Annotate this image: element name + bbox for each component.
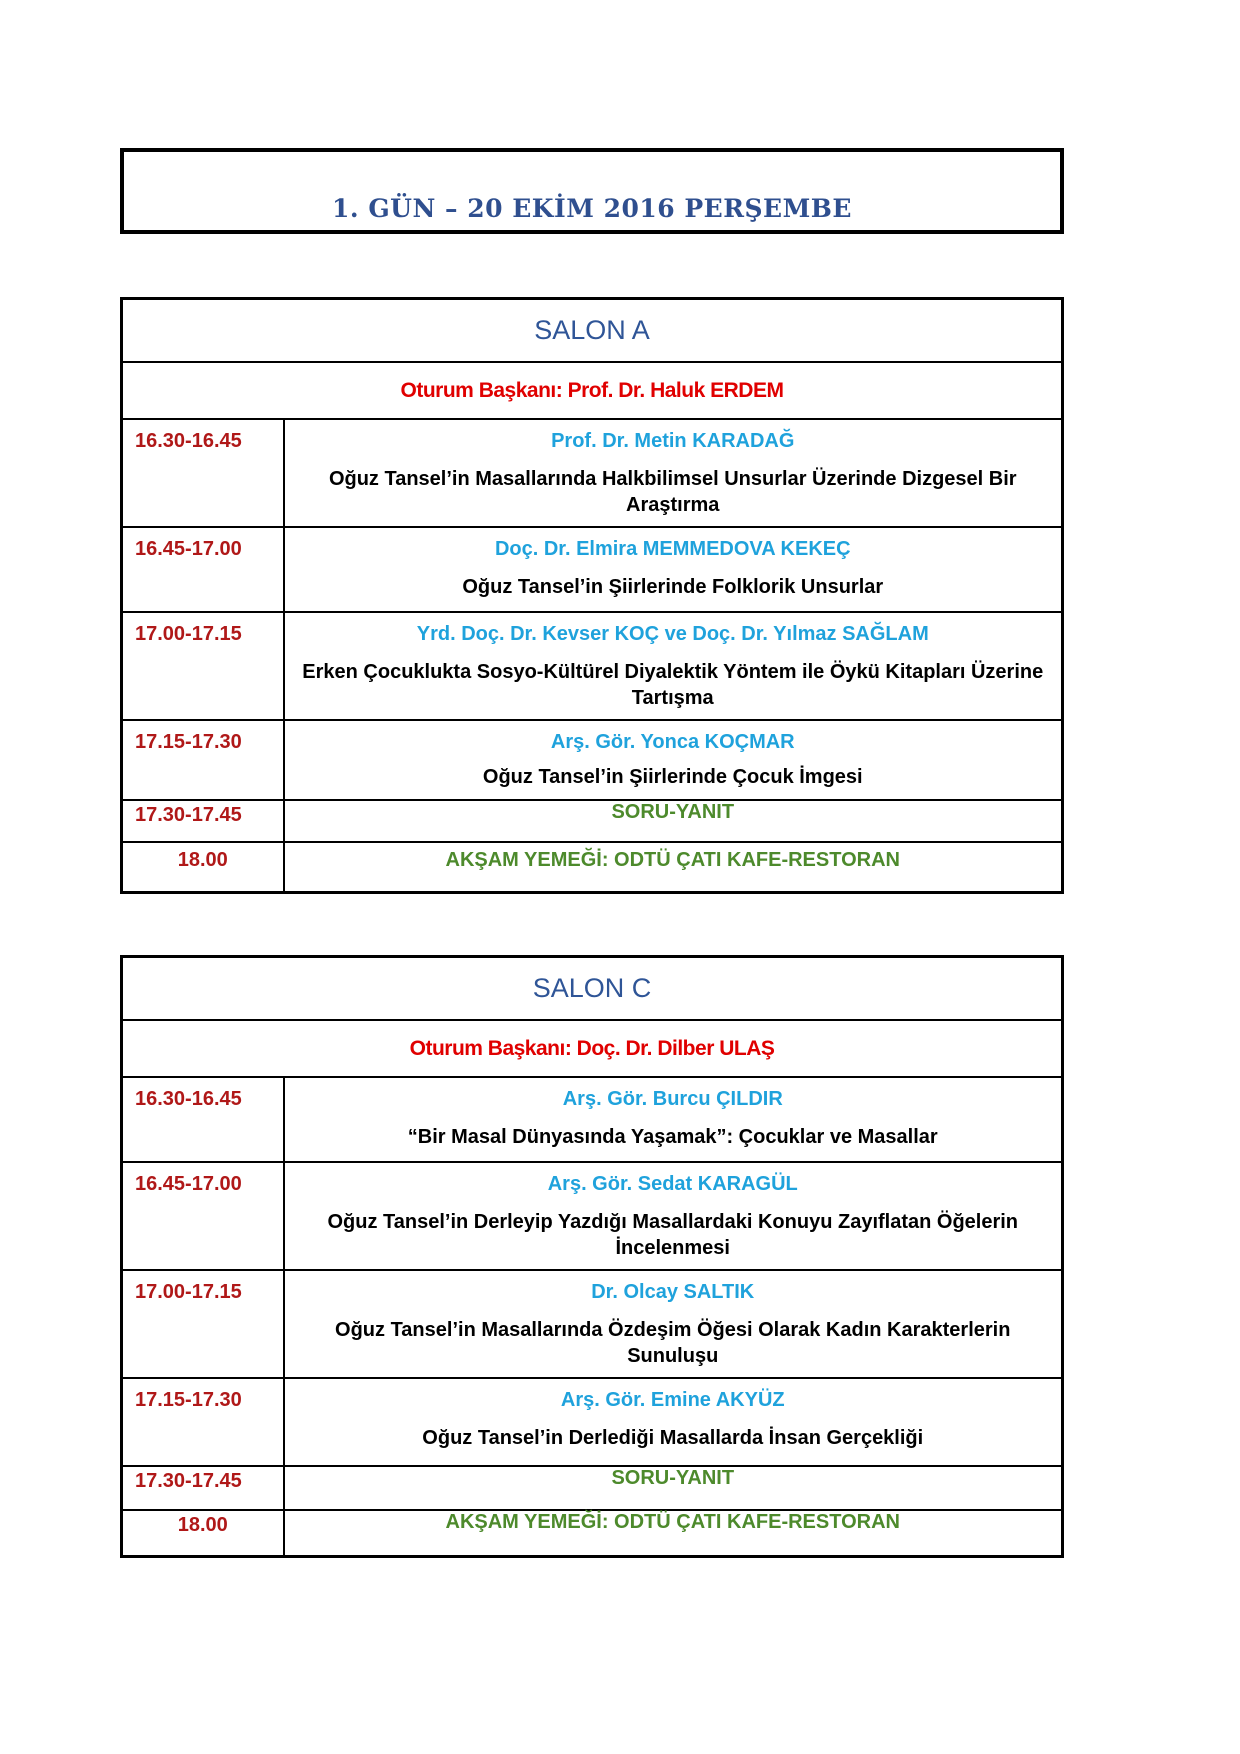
table-row xyxy=(122,1162,1063,1270)
table-row-qa xyxy=(122,1466,1063,1510)
salon-c-table xyxy=(120,955,1064,1558)
table-row-dinner xyxy=(122,1510,1063,1556)
session-content xyxy=(284,1077,1063,1162)
session-content xyxy=(284,419,1063,527)
table-row-qa xyxy=(122,800,1063,842)
session-speaker: Arş. Gör. Yonca KOÇMAR xyxy=(550,731,795,753)
table-row xyxy=(122,1077,1063,1162)
qa-time: 17.30-17.45 xyxy=(122,800,284,842)
session-content xyxy=(284,1378,1063,1466)
dinner-label: AKŞAM YEMEĞİ: ODTÜ ÇATI KAFE-RESTORAN xyxy=(284,1510,1063,1556)
session-speaker: Arş. Gör. Sedat KARAGÜL xyxy=(547,1173,798,1195)
table-row xyxy=(122,1378,1063,1466)
session-speaker: Yrd. Doç. Dr. Kevser KOÇ ve Doç. Dr. Yılmaz SAĞLAM xyxy=(416,623,929,645)
session-time: 16.45-17.00 xyxy=(122,527,284,612)
salon-a-chair: Oturum Başkanı: Prof. Dr. Haluk ERDEM xyxy=(122,362,1063,419)
session-speaker: Arş. Gör. Burcu ÇILDIR xyxy=(562,1088,783,1110)
session-title: Oğuz Tansel’in Derlediği Masallarda İnsan Gerçekliği xyxy=(422,1427,924,1449)
salon-c-chair: Oturum Başkanı: Doç. Dr. Dilber ULAŞ xyxy=(122,1020,1063,1077)
session-content xyxy=(284,1270,1063,1378)
table-row xyxy=(122,527,1063,612)
table-row xyxy=(122,720,1063,800)
dinner-time: 18.00 xyxy=(122,842,284,892)
table-row-dinner xyxy=(122,842,1063,892)
session-speaker: Dr. Olcay SALTIK xyxy=(591,1281,755,1303)
session-content xyxy=(284,1162,1063,1270)
table-row xyxy=(122,1270,1063,1378)
qa-label: SORU-YANIT xyxy=(284,1466,1063,1510)
session-time: 17.00-17.15 xyxy=(122,612,284,720)
session-time: 16.30-16.45 xyxy=(122,1077,284,1162)
session-time: 16.45-17.00 xyxy=(122,1162,284,1270)
session-speaker: Doç. Dr. Elmira MEMMEDOVA KEKEÇ xyxy=(494,538,851,560)
session-content xyxy=(284,612,1063,720)
session-title: Oğuz Tansel’in Şiirlerinde Çocuk İmgesi xyxy=(482,766,863,788)
day-header-box xyxy=(120,148,1064,234)
qa-label: SORU-YANIT xyxy=(284,800,1063,842)
table-row xyxy=(122,612,1063,720)
day-title: 1. GÜN – 20 EKİM 2016 PERŞEMBE xyxy=(332,194,852,223)
session-title: Oğuz Tansel’in Şiirlerinde Folklorik Unsurlar xyxy=(462,576,884,598)
session-title: Oğuz Tansel’in Derleyip Yazdığı Masallardaki Konuyu Zayıflatan Öğelerin İncelenmesi xyxy=(327,1211,1019,1259)
session-title: “Bir Masal Dünyasında Yaşamak”: Çocuklar ve Masallar xyxy=(407,1126,938,1148)
dinner-time: 18.00 xyxy=(122,1510,284,1556)
session-title: Erken Çocuklukta Sosyo-Kültürel Diyalektik Yöntem ile Öykü Kitapları Üzerine Tartışma xyxy=(302,661,1044,709)
session-content xyxy=(284,527,1063,612)
session-content xyxy=(284,720,1063,800)
session-title: Oğuz Tansel’in Masallarında Özdeşim Öğesi Olarak Kadın Karakterlerin Sunuluşu xyxy=(335,1319,1011,1367)
qa-time: 17.30-17.45 xyxy=(122,1466,284,1510)
salon-a-table xyxy=(120,297,1064,894)
dinner-label: AKŞAM YEMEĞİ: ODTÜ ÇATI KAFE-RESTORAN xyxy=(284,842,1063,892)
session-time: 17.15-17.30 xyxy=(122,1378,284,1466)
session-time: 16.30-16.45 xyxy=(122,419,284,527)
session-time: 17.15-17.30 xyxy=(122,720,284,800)
session-time: 17.00-17.15 xyxy=(122,1270,284,1378)
session-title: Oğuz Tansel’in Masallarında Halkbilimsel Unsurlar Üzerinde Dizgesel Bir Araştırma xyxy=(328,468,1017,516)
session-speaker: Arş. Gör. Emine AKYÜZ xyxy=(560,1389,785,1411)
session-speaker: Prof. Dr. Metin KARADAĞ xyxy=(551,430,795,452)
table-row xyxy=(122,419,1063,527)
salon-c-name: SALON C xyxy=(122,957,1063,1021)
salon-a-name: SALON A xyxy=(122,299,1063,363)
